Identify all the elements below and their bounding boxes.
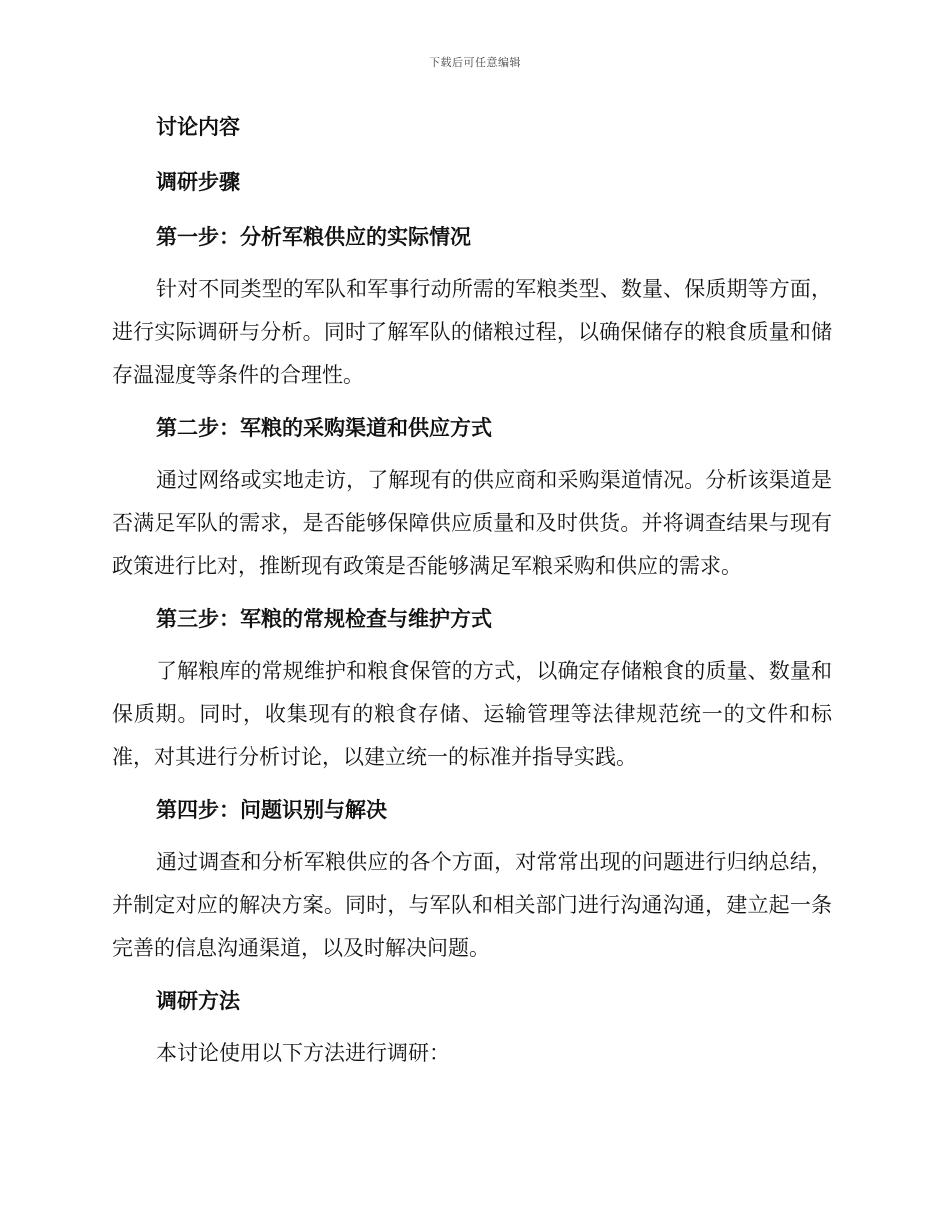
- header-note: 下载后可任意编辑: [429, 56, 521, 69]
- step4-heading: 第四步：问题识别与解决: [156, 798, 387, 822]
- step1-paragraph: 针对不同类型的军队和军事行动所需的军粮类型、数量、保质期等方面，进行实际调研与分析。同时了解军队的储粮过程，以确保储存的粮食质量和储存温湿度等条件的合理性。: [112, 277, 832, 387]
- section-title: 讨论内容: [156, 115, 240, 139]
- step2-paragraph: 通过网络或实地走访，了解现有的供应商和采购渠道情况。分析该渠道是否满足军队的需求，是否能够保障供应质量和及时供货。并将调查结果与现有政策进行比对，推断现有政策是否能够满足军粮采购和供应的需求。: [112, 468, 832, 578]
- step3-heading: 第三步：军粮的常规检查与维护方式: [156, 607, 492, 631]
- step2-heading: 第二步：军粮的采购渠道和供应方式: [156, 416, 492, 440]
- step4-paragraph: 通过调查和分析军粮供应的各个方面，对常常出现的问题进行归纳总结，并制定对应的解决方案。同时，与军队和相关部门进行沟通沟通，建立起一条完善的信息沟通渠道，以及时解决问题。: [112, 850, 832, 960]
- methods-heading: 调研方法: [156, 989, 240, 1013]
- step1-heading: 第一步：分析军粮供应的实际情况: [156, 225, 471, 249]
- document-body: [112, 112, 832, 1075]
- step3-paragraph: 了解粮库的常规维护和粮食保管的方式，以确定存储粮食的质量、数量和保质期。同时，收集现有的粮食存储、运输管理等法律规范统一的文件和标准，对其进行分析讨论，以建立统一的标准并指导实践。: [112, 659, 832, 769]
- steps-heading: 调研步骤: [156, 170, 240, 194]
- methods-paragraph: 本讨论使用以下方法进行调研：: [156, 1041, 450, 1065]
